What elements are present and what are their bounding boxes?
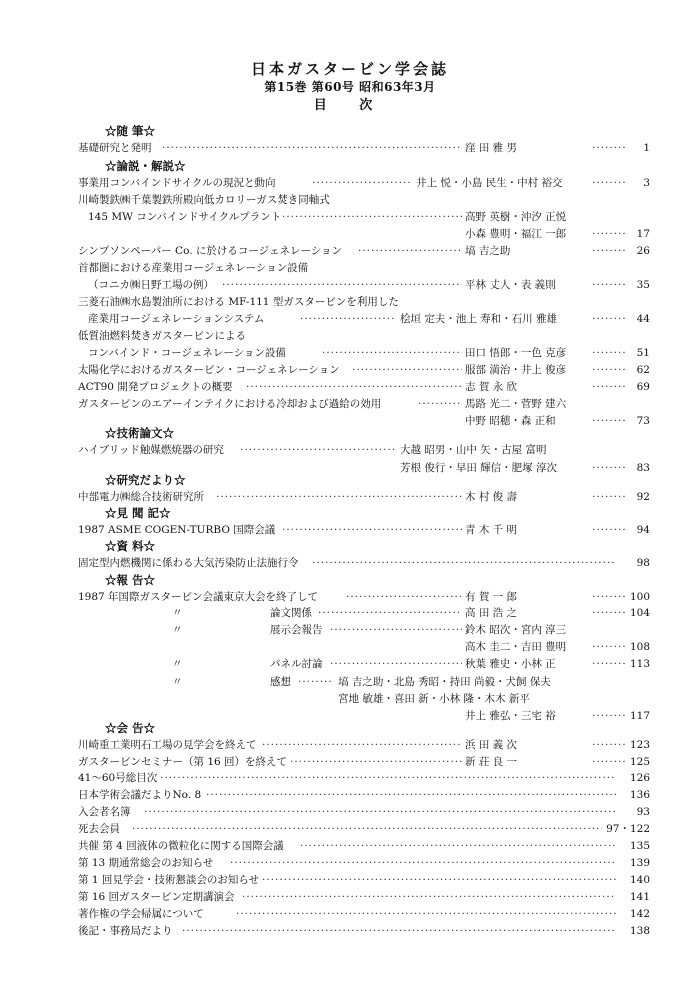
dot-leader <box>330 624 462 637</box>
entry-page: 94 <box>636 524 650 536</box>
entry-page: 51 <box>636 347 650 359</box>
entry-page: 98 <box>636 557 650 569</box>
dot-leader <box>262 739 462 752</box>
entry-title: 低質油燃料焚きガスタービンによる <box>78 330 246 342</box>
entry-title: 展示会報告 <box>270 624 323 636</box>
entry-title: 中部電力㈱総合技術研究所 <box>78 491 204 503</box>
entry-authors-cont: 小森 豊明・福江 一郎 <box>465 228 567 240</box>
dot-leader <box>346 591 462 604</box>
dot-leader <box>230 857 616 870</box>
journal-title: 日本ガスタービン学会誌 <box>250 60 449 78</box>
entry-page: 69 <box>636 381 650 393</box>
entry-title: 感想 <box>270 676 291 688</box>
dot-leader <box>300 313 396 326</box>
dot-leader <box>312 557 616 570</box>
dot-leader <box>322 347 462 360</box>
entry-page: 35 <box>636 279 650 291</box>
dot-leader <box>358 245 462 258</box>
entry-page: 140 <box>629 874 650 886</box>
dot-leader <box>298 676 334 689</box>
dot-leader <box>242 891 616 904</box>
ditto-mark: 〃 <box>172 658 183 670</box>
entry-page: 73 <box>636 415 650 427</box>
entry-page: 142 <box>629 908 650 920</box>
entry-title: 1987 年国際ガスタービン会議東京大会を終了して <box>78 591 319 603</box>
ditto-mark: 〃 <box>172 624 183 636</box>
dot-leader <box>162 142 462 155</box>
entry-title-cont: コンバインド・コージェネレーション設備 <box>88 347 286 359</box>
dot-leader <box>330 658 462 671</box>
ditto-mark: 〃 <box>172 676 183 688</box>
section-heading: ☆見 聞 記☆ <box>105 506 171 520</box>
entry-title: 首都圏における産業用コージェネレーション設備 <box>78 262 309 274</box>
entry-title: 死去会員 <box>78 823 120 835</box>
entry-title: ハイブリッド触媒燃焼器の研究 <box>78 444 224 456</box>
entry-authors: 桧垣 定夫・池上 寿和・石川 雅雄 <box>400 313 558 325</box>
entry-authors: 大越 昭男・山中 矢・古屋 富明 <box>400 444 547 456</box>
section-heading: ☆報 告☆ <box>105 573 156 587</box>
entry-page: 141 <box>629 891 650 903</box>
entry-authors: 浜 田 義 次 <box>465 739 518 751</box>
entry-page: 17 <box>636 228 650 240</box>
entry-title: 入会者名簿 <box>78 806 131 818</box>
entry-title: 1987 ASME COGEN-TURBO 国際会議 <box>78 524 276 536</box>
entry-authors: 服部 満治・井上 俊彦 <box>465 364 567 376</box>
entry-authors: 井上 悦・小島 民生・中村 裕交 <box>416 177 563 189</box>
entry-page: 117 <box>629 710 650 722</box>
entry-authors: 田口 悟郎・一色 克彦 <box>465 347 567 359</box>
dot-leader <box>352 364 462 377</box>
contents-title: 目 次 <box>313 98 387 113</box>
entry-title: 第 13 期通常総会のお知らせ <box>78 857 214 869</box>
dot-leader <box>300 840 616 853</box>
dot-leader <box>206 789 616 802</box>
section-heading: ☆資 料☆ <box>105 539 156 553</box>
dot-leader <box>240 444 396 457</box>
section-heading: ☆会 告☆ <box>105 721 156 735</box>
dot-leader <box>262 874 616 887</box>
entry-title: ガスタービンセミナー（第 16 回）を終えて <box>78 756 288 768</box>
dot-leader <box>144 806 616 819</box>
entry-authors-cont: 宮地 敏雄・喜田 新・小林 隆・木木 新平 <box>338 693 530 705</box>
entry-page: 3 <box>643 177 650 189</box>
dot-leader <box>290 756 462 769</box>
section-heading: ☆論説・解説☆ <box>105 159 186 173</box>
entry-title: パネル討論 <box>270 658 323 670</box>
entry-title: 第 1 回見学会・技術懇談会のお知らせ <box>78 874 260 886</box>
dot-leader <box>418 398 462 411</box>
entry-page: 123 <box>629 739 650 751</box>
entry-authors-cont: 中野 昭穂・森 正和 <box>465 415 556 427</box>
entry-title-cont: 145 MW コンバインドサイクルプラント <box>88 211 282 223</box>
entry-page: 100 <box>629 591 650 603</box>
dot-leader <box>318 607 462 620</box>
entry-title: シンプソンペーパー Co. に於けるコージェネレーション <box>78 245 343 257</box>
section-heading: ☆随 筆☆ <box>105 124 156 138</box>
entry-authors: 平林 丈人・表 義則 <box>465 279 556 291</box>
dot-leader <box>282 524 462 537</box>
entry-title: ACT90 開発プロジェクトの概要 <box>78 381 233 393</box>
entry-page: 83 <box>636 462 650 474</box>
entry-title: 事業用コンバインドサイクルの現況と動向 <box>78 177 276 189</box>
entry-authors: 志 賀 永 欣 <box>465 381 518 393</box>
entry-authors-cont: 井上 雅弘・三宅 裕 <box>465 710 556 722</box>
entry-page: 135 <box>629 840 650 852</box>
entry-page: 97・122 <box>606 823 650 835</box>
entry-title: 太陽化学におけるガスタービン・コージェネレーション <box>78 364 340 376</box>
entry-title: 川崎重工業明石工場の見学会を終えて <box>78 739 257 751</box>
entry-authors: 木 村 俊 壽 <box>465 491 518 503</box>
dot-leader <box>222 279 462 292</box>
entry-page: 104 <box>629 607 650 619</box>
entry-page: 125 <box>629 756 650 768</box>
entry-authors: 窪 田 雅 男 <box>465 142 518 154</box>
entry-title-cont: （コニカ㈱日野工場の例） <box>88 279 214 291</box>
entry-title: ガスタービンのエアーインテイクにおける冷却および過給の効用 <box>78 398 382 410</box>
entry-authors-cont: 高木 圭二・吉田 豊明 <box>465 641 567 653</box>
entry-authors: 新 荘 良 一 <box>465 756 518 768</box>
dot-leader <box>216 491 462 504</box>
entry-page: 138 <box>629 925 650 937</box>
entry-page: 44 <box>636 313 650 325</box>
entry-page: 26 <box>636 245 650 257</box>
ditto-mark: 〃 <box>172 607 183 619</box>
entry-page: 113 <box>629 658 650 670</box>
entry-title: 固定型内燃機関に係わる大気汚染防止法施行令 <box>78 557 299 569</box>
entry-title: 第 16 回ガスタービン定期講演会 <box>78 891 235 903</box>
entry-page: 139 <box>629 857 650 869</box>
dot-leader <box>236 908 616 921</box>
dot-leader <box>160 772 616 785</box>
entry-authors: 塙 吉之助・北島 秀昭・持田 尚毅・犬飼 保夫 <box>338 676 551 688</box>
entry-page: 62 <box>636 364 650 376</box>
entry-title: 川崎製鉄㈱千葉製鉄所殿向低カロリーガス焚き同軸式 <box>78 194 330 206</box>
entry-title: 著作権の学会帰属について <box>78 908 204 920</box>
entry-authors-cont: 芳根 俊行・早田 輝信・肥塚 淳次 <box>400 462 558 474</box>
entry-title: 三菱石油㈱水島製油所における MF-111 型ガスタービンを利用した <box>78 296 399 308</box>
entry-page: 126 <box>629 772 650 784</box>
section-heading: ☆技術論文☆ <box>105 426 174 440</box>
entry-title: 41～60号総目次 <box>78 772 158 784</box>
entry-title: 共催 第 4 回液体の微粒化に関する国際会議 <box>78 840 284 852</box>
entry-title: 論文関係 <box>270 607 312 619</box>
entry-title: 後記・事務局だより <box>78 925 173 937</box>
dot-leader <box>282 211 462 224</box>
entry-page: 1 <box>643 142 650 154</box>
entry-authors: 高 田 浩 之 <box>465 607 518 619</box>
dot-leader <box>182 925 616 938</box>
entry-title-cont: 産業用コージェネレーションシステム <box>88 313 265 325</box>
entry-authors: 鈴木 昭次・宮内 淳三 <box>465 624 567 636</box>
entry-authors: 秋葉 雅史・小林 正 <box>465 658 556 670</box>
section-heading: ☆研究だより☆ <box>105 473 186 487</box>
dot-leader <box>312 177 412 190</box>
entry-title: 日本学術会議だよりNo. 8 <box>78 789 202 801</box>
entry-page: 136 <box>629 789 650 801</box>
entry-authors: 塙 吉之助 <box>465 245 511 257</box>
volume-line: 第15巻 第60号 昭和63年3月 <box>264 80 436 94</box>
entry-page: 93 <box>636 806 650 818</box>
entry-page: 92 <box>636 491 650 503</box>
entry-page: 108 <box>629 641 650 653</box>
entry-authors: 青 木 千 明 <box>465 524 518 536</box>
entry-authors: 有 賀 一 郎 <box>465 591 518 603</box>
entry-title: 基礎研究と発明 <box>78 142 152 154</box>
dot-leader <box>132 823 602 836</box>
entry-authors: 高野 英樹・沖汐 正悦 <box>465 211 567 223</box>
entry-authors: 馬路 光二・菅野 建六 <box>465 398 567 410</box>
dot-leader <box>246 381 462 394</box>
